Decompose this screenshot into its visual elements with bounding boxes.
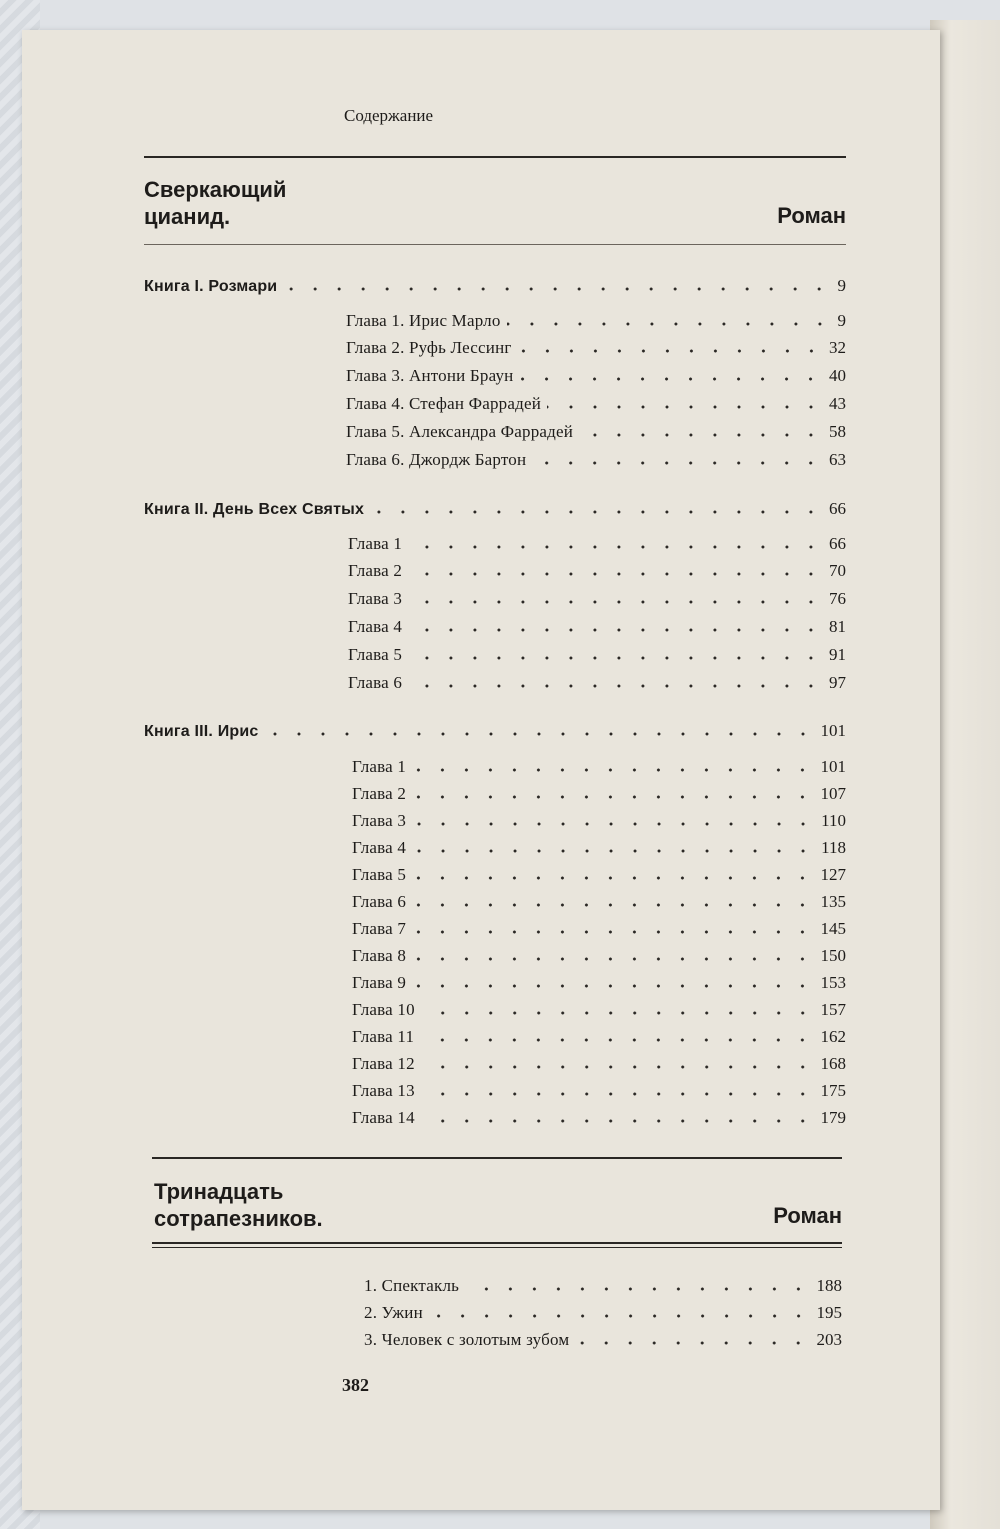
chapter-label: Глава 12 <box>352 1054 415 1073</box>
chapter-page: 118 <box>821 838 846 857</box>
chapter-page: 203 <box>816 1330 842 1349</box>
chapter-label: Глава 6 <box>352 892 407 911</box>
toc-chapter[interactable] <box>348 534 846 560</box>
chapter-page: 97 <box>829 673 846 692</box>
toc-chapter[interactable] <box>346 422 846 448</box>
toc-chapter[interactable] <box>352 865 846 891</box>
toc-chapter[interactable] <box>348 561 846 587</box>
leader-dots <box>408 545 823 549</box>
chapter-label: Глава 13 <box>352 1081 415 1100</box>
book-3-label: Книга III. Ирис <box>144 723 259 740</box>
chapter-label: Глава 8 <box>352 946 407 965</box>
toc-chapter[interactable] <box>348 589 846 615</box>
toc-chapter[interactable] <box>352 757 846 783</box>
novel1-genre: Роман <box>777 203 846 228</box>
toc-book-2[interactable] <box>144 499 846 525</box>
leader-dots <box>408 628 823 632</box>
leader-dots <box>421 1119 815 1123</box>
leader-dots <box>421 1011 815 1015</box>
leader-dots <box>412 795 814 799</box>
chapter-page: 188 <box>816 1276 842 1295</box>
chapter-page: 9 <box>837 311 846 330</box>
chapter-page: 107 <box>820 784 846 803</box>
leader-dots <box>265 732 815 736</box>
toc-chapter[interactable] <box>352 946 846 972</box>
chapter-label: Глава 2 <box>348 561 403 580</box>
toc-chapter[interactable] <box>346 366 846 392</box>
leader-dots <box>408 656 823 660</box>
chapter-label: Глава 9 <box>352 973 407 992</box>
toc-book-1[interactable] <box>144 276 846 302</box>
toc-chapter[interactable] <box>348 617 846 643</box>
toc-chapter[interactable] <box>364 1303 842 1329</box>
running-head: Содержание <box>344 106 434 125</box>
chapter-label: Глава 5 <box>352 865 407 884</box>
toc-chapter[interactable] <box>352 892 846 918</box>
chapter-label: 3. Человек с золотым зубом <box>364 1330 570 1349</box>
toc-chapter[interactable] <box>364 1330 842 1356</box>
chapter-page: 110 <box>821 811 846 830</box>
chapter-page: 43 <box>829 394 846 413</box>
toc-chapter[interactable] <box>352 811 846 837</box>
novel2-top-rule <box>152 1157 842 1159</box>
toc-chapter[interactable] <box>348 645 846 671</box>
leader-dots <box>579 433 823 437</box>
novel2-title-line2: сотрапезников. <box>154 1206 323 1231</box>
facing-page-edge <box>930 20 1000 1529</box>
chapter-page: 63 <box>829 450 846 469</box>
book-1-label: Книга I. Розмари <box>144 278 278 295</box>
chapter-page: 40 <box>829 366 846 385</box>
leader-dots <box>408 684 823 688</box>
leader-dots <box>412 930 814 934</box>
novel2-genre: Роман <box>773 1203 842 1228</box>
leader-dots <box>408 572 823 576</box>
chapter-page: 162 <box>820 1027 846 1046</box>
toc-chapter[interactable] <box>352 784 846 810</box>
book-1-page: 9 <box>837 276 846 295</box>
toc-chapter[interactable] <box>346 311 846 337</box>
leader-dots <box>412 849 815 853</box>
chapter-label: Глава 14 <box>352 1108 415 1127</box>
chapter-label: Глава 2. Руфь Лессинг <box>346 338 512 357</box>
leader-dots <box>370 510 823 514</box>
novel1-title-line2: цианид. <box>144 204 231 229</box>
toc-chapter[interactable] <box>346 450 846 476</box>
leader-dots <box>507 322 832 326</box>
header-rule <box>144 156 846 158</box>
chapter-page: 76 <box>829 589 846 608</box>
chapter-page: 127 <box>820 865 846 884</box>
toc-chapter[interactable] <box>364 1276 842 1302</box>
chapter-label: 1. Спектакль <box>364 1276 460 1295</box>
chapter-label: Глава 10 <box>352 1000 415 1019</box>
chapter-label: Глава 5 <box>348 645 403 664</box>
novel2-title-line1: Тринадцать <box>154 1179 284 1204</box>
chapter-label: Глава 3. Антони Браун <box>346 366 514 385</box>
toc-chapter[interactable] <box>352 1027 846 1053</box>
chapter-page: 135 <box>820 892 846 911</box>
chapter-label: Глава 1 <box>348 534 403 553</box>
leader-dots <box>420 1038 814 1042</box>
chapter-label: Глава 6. Джордж Бартон <box>346 450 527 469</box>
leader-dots <box>412 957 814 961</box>
book-3-page: 101 <box>820 721 846 740</box>
leader-dots <box>465 1287 810 1291</box>
chapter-label: Глава 3 <box>352 811 407 830</box>
chapter-page: 179 <box>820 1108 846 1127</box>
novel1-title-rule <box>144 244 846 245</box>
chapter-label: Глава 1. Ирис Марло <box>346 311 501 330</box>
leader-dots <box>519 377 823 381</box>
leader-dots <box>575 1341 810 1345</box>
chapter-page: 145 <box>820 919 846 938</box>
chapter-page: 168 <box>820 1054 846 1073</box>
chapter-page: 58 <box>829 422 846 441</box>
leader-dots <box>412 876 814 880</box>
chapter-label: Глава 4 <box>348 617 403 636</box>
toc-chapter[interactable] <box>352 1108 846 1134</box>
toc-chapter[interactable] <box>346 394 846 420</box>
leader-dots <box>283 287 831 291</box>
book-2-label: Книга II. День Всех Святых <box>144 501 365 518</box>
chapter-label: Глава 4. Стефан Фаррадей <box>346 394 541 413</box>
page-number: 382 <box>342 1375 369 1395</box>
leader-dots <box>408 600 823 604</box>
leader-dots <box>532 461 823 465</box>
leader-dots <box>412 903 814 907</box>
toc-chapter[interactable] <box>352 973 846 999</box>
chapter-page: 157 <box>820 1000 846 1019</box>
chapter-label: Глава 11 <box>352 1027 415 1046</box>
chapter-page: 150 <box>820 946 846 965</box>
chapter-label: Глава 4 <box>352 838 407 857</box>
toc-chapter[interactable] <box>352 919 846 945</box>
leader-dots <box>412 822 815 826</box>
toc-chapter[interactable] <box>352 1000 846 1026</box>
chapter-label: Глава 7 <box>352 919 407 938</box>
chapter-page: 91 <box>829 645 846 664</box>
toc-chapter[interactable] <box>352 1054 846 1080</box>
chapter-label: Глава 1 <box>352 757 407 776</box>
chapter-page: 101 <box>820 757 846 776</box>
book-2-page: 66 <box>829 499 846 518</box>
toc-chapter[interactable] <box>348 673 846 699</box>
chapter-label: 2. Ужин <box>364 1303 423 1322</box>
chapter-page: 81 <box>829 617 846 636</box>
chapter-label: Глава 2 <box>352 784 407 803</box>
novel1-title-line1: Сверкающий <box>144 177 287 202</box>
toc-chapter[interactable] <box>352 1081 846 1107</box>
chapter-page: 195 <box>816 1303 842 1322</box>
chapter-page: 32 <box>829 338 846 357</box>
toc-book-3[interactable] <box>144 721 846 747</box>
leader-dots <box>412 984 814 988</box>
chapter-label: Глава 6 <box>348 673 403 692</box>
chapter-page: 153 <box>820 973 846 992</box>
chapter-page: 66 <box>829 534 846 553</box>
chapter-label: Глава 3 <box>348 589 403 608</box>
toc-chapter[interactable] <box>346 338 846 364</box>
leader-dots <box>421 1092 815 1096</box>
novel2-rule-double-2 <box>152 1247 842 1248</box>
toc-chapter[interactable] <box>352 838 846 864</box>
leader-dots <box>518 349 823 353</box>
leader-dots <box>547 405 823 409</box>
chapter-page: 70 <box>829 561 846 580</box>
novel2-rule-double-1 <box>152 1242 842 1244</box>
leader-dots <box>421 1065 815 1069</box>
leader-dots <box>429 1314 811 1318</box>
leader-dots <box>412 768 814 772</box>
chapter-page: 175 <box>820 1081 846 1100</box>
chapter-label: Глава 5. Александра Фаррадей <box>346 422 574 441</box>
